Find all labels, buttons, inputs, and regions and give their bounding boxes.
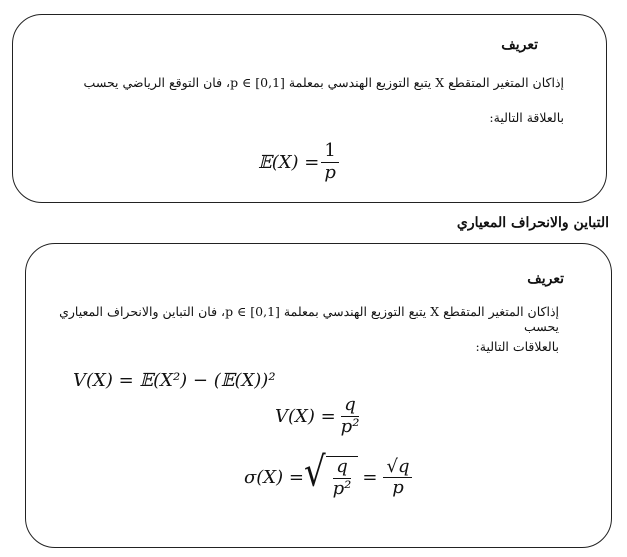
fraction-denominator: p <box>392 477 404 499</box>
formula-lhs: 𝔼(X) = <box>258 151 320 173</box>
definition-box-expectation <box>12 14 607 203</box>
equals-sign: = <box>362 467 378 489</box>
fraction-numerator: q <box>341 395 359 417</box>
fraction <box>321 141 339 183</box>
definition-text-line2: بالعلاقات التالية: <box>475 339 559 354</box>
expectation-formula <box>258 141 341 183</box>
formula-lhs: V(X) = <box>275 405 336 427</box>
fraction <box>330 457 355 499</box>
definition-text-line1: إذاكان المتغير المتقطع X يتبع التوزيع الهندسي بمعلمة [0,1] ∋ p، فان التباين والانحراف المعياري يحسب <box>59 304 559 334</box>
fraction-denominator: p² <box>340 415 360 437</box>
square-root <box>303 448 358 499</box>
formula-lhs: σ(X) = <box>244 467 304 489</box>
fraction-denominator: p <box>324 161 336 183</box>
fraction-numerator: q <box>333 457 351 479</box>
variance-formula-general: V(X) = 𝔼(X²) − (𝔼(X))² <box>73 370 276 391</box>
std-deviation-formula <box>244 448 414 499</box>
definition-title: تعريف <box>527 271 564 287</box>
fraction <box>338 395 363 437</box>
definition-box-variance <box>25 243 612 548</box>
variance-formula <box>275 395 364 437</box>
definition-text-line1: إذاكان المتغير المتقطع X يتبع التوزيع الهندسي بمعلمة [0,1] ∋ p، فان التوقع الرياضي يحسب <box>83 75 564 90</box>
fraction-denominator: p² <box>332 477 352 499</box>
radical-sign-icon: √ <box>303 448 326 497</box>
definition-title: تعريف <box>501 37 538 53</box>
fraction-numerator: √q <box>383 457 412 479</box>
definition-text-line2: بالعلاقة التالية: <box>489 110 564 125</box>
section-heading: التباين والانحراف المعياري <box>456 215 609 231</box>
fraction-numerator: 1 <box>321 141 338 163</box>
fraction <box>383 457 412 499</box>
